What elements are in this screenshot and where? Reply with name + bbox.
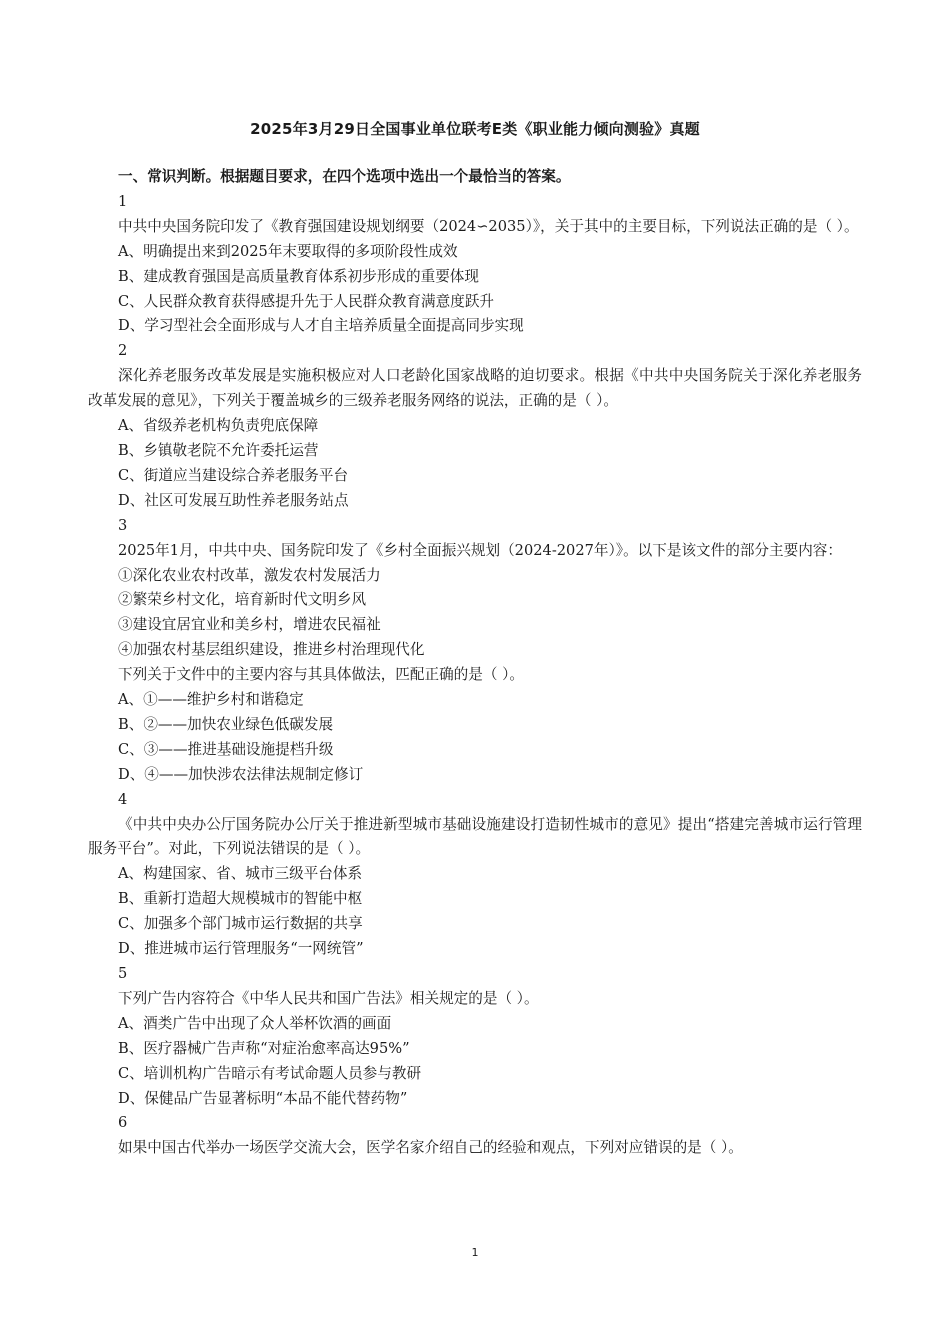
question-stem: 2025年1月，中共中央、国务院印发了《乡村全面振兴规划（2024-2027年）》。以下是该文件的部分主要内容： bbox=[118, 541, 842, 559]
option-a: A、酒类广告中出现了众人举杯饮酒的画面 bbox=[118, 1014, 392, 1032]
question-6 bbox=[88, 1111, 862, 1161]
question-stem: 如果中国古代举办一场医学交流大会，医学名家介绍自己的经验和观点，下列对应错误的是（ ）。 bbox=[118, 1139, 743, 1157]
section-heading: 一、常识判断。根据题目要求，在四个选项中选出一个最恰当的答案。 bbox=[118, 168, 571, 185]
option-d: D、学习型社会全面形成与人才自主培养质量全面提高同步实现 bbox=[118, 317, 524, 335]
page-number: 1 bbox=[471, 1246, 479, 1259]
question-number: 6 bbox=[118, 1114, 128, 1132]
option-c: C、加强多个部门城市运行数据的共享 bbox=[118, 915, 363, 933]
question-2 bbox=[88, 339, 862, 513]
option-a: A、明确提出来到2025年末要取得的多项阶段性成效 bbox=[118, 242, 458, 260]
question-1 bbox=[88, 190, 862, 339]
question-5 bbox=[88, 962, 862, 1111]
question-number: 3 bbox=[118, 516, 128, 534]
question-3 bbox=[88, 514, 862, 788]
question-number: 2 bbox=[118, 342, 128, 360]
option-d: D、社区可发展互助性养老服务站点 bbox=[118, 491, 349, 509]
question-prompt: 下列关于文件中的主要内容与其具体做法，匹配正确的是（ ）。 bbox=[118, 666, 524, 684]
option-b: B、建成教育强国是高质量教育体系初步形成的重要体现 bbox=[118, 267, 479, 285]
option-a: A、构建国家、省、城市三级平台体系 bbox=[118, 865, 363, 883]
option-c: C、培训机构广告暗示有考试命题人员参与教研 bbox=[118, 1064, 422, 1082]
option-d: D、④——加快涉农法律法规制定修订 bbox=[118, 765, 364, 783]
document-title: 2025年3月29日全国事业单位联考E类《职业能力倾向测验》真题 bbox=[250, 120, 700, 138]
content-item-3: ③建设宜居宜业和美乡村，增进农民福祉 bbox=[118, 616, 381, 634]
option-b: B、重新打造超大规模城市的智能中枢 bbox=[118, 890, 363, 908]
option-b: B、乡镇敬老院不允许委托运营 bbox=[118, 441, 319, 459]
option-c: C、③——推进基础设施提档升级 bbox=[118, 740, 334, 758]
option-b: B、②——加快农业绿色低碳发展 bbox=[118, 715, 334, 733]
question-stem: 深化养老服务改革发展是实施积极应对人口老龄化国家战略的迫切要求。根据《中共中央国务院关于深化养老服务改革发展的意见》，下列关于覆盖城乡的三级养老服务网络的说法，正确的是（ ）。 bbox=[88, 367, 862, 410]
question-stem: 中共中央国务院印发了《教育强国建设规划纲要（2024∽2035）》，关于其中的主要目标，下列说法正确的是（ ）。 bbox=[118, 217, 859, 235]
question-number: 5 bbox=[118, 965, 128, 982]
question-number: 4 bbox=[118, 790, 128, 808]
question-stem: 下列广告内容符合《中华人民共和国广告法》相关规定的是（ ）。 bbox=[118, 989, 539, 1007]
option-c: C、街道应当建设综合养老服务平台 bbox=[118, 466, 349, 484]
content-item-2: ②繁荣乡村文化，培育新时代文明乡风 bbox=[118, 591, 367, 609]
document-body bbox=[88, 165, 862, 1161]
option-a: A、省级养老机构负责兜底保障 bbox=[118, 417, 319, 435]
option-b: B、医疗器械广告声称“对症治愈率高达95%” bbox=[118, 1039, 410, 1057]
option-c: C、人民群众教育获得感提升先于人民群众教育满意度跃升 bbox=[118, 292, 495, 310]
option-d: D、保健品广告显著标明“本品不能代替药物” bbox=[118, 1089, 408, 1107]
option-a: A、①——维护乡村和谐稳定 bbox=[118, 691, 304, 709]
option-d: D、推进城市运行管理服务“一网统管” bbox=[118, 940, 364, 958]
question-number: 1 bbox=[118, 192, 128, 210]
content-item-1: ①深化农业农村改革，激发农村发展活力 bbox=[118, 566, 381, 584]
question-4 bbox=[88, 788, 862, 962]
content-item-4: ④加强农村基层组织建设，推进乡村治理现代化 bbox=[118, 641, 425, 659]
question-stem: 《中共中央办公厅国务院办公厅关于推进新型城市基础设施建设打造韧性城市的意见》提出“搭建完善城市运行管理服务平台”。对此，下列说法错误的是（ ）。 bbox=[88, 815, 862, 858]
